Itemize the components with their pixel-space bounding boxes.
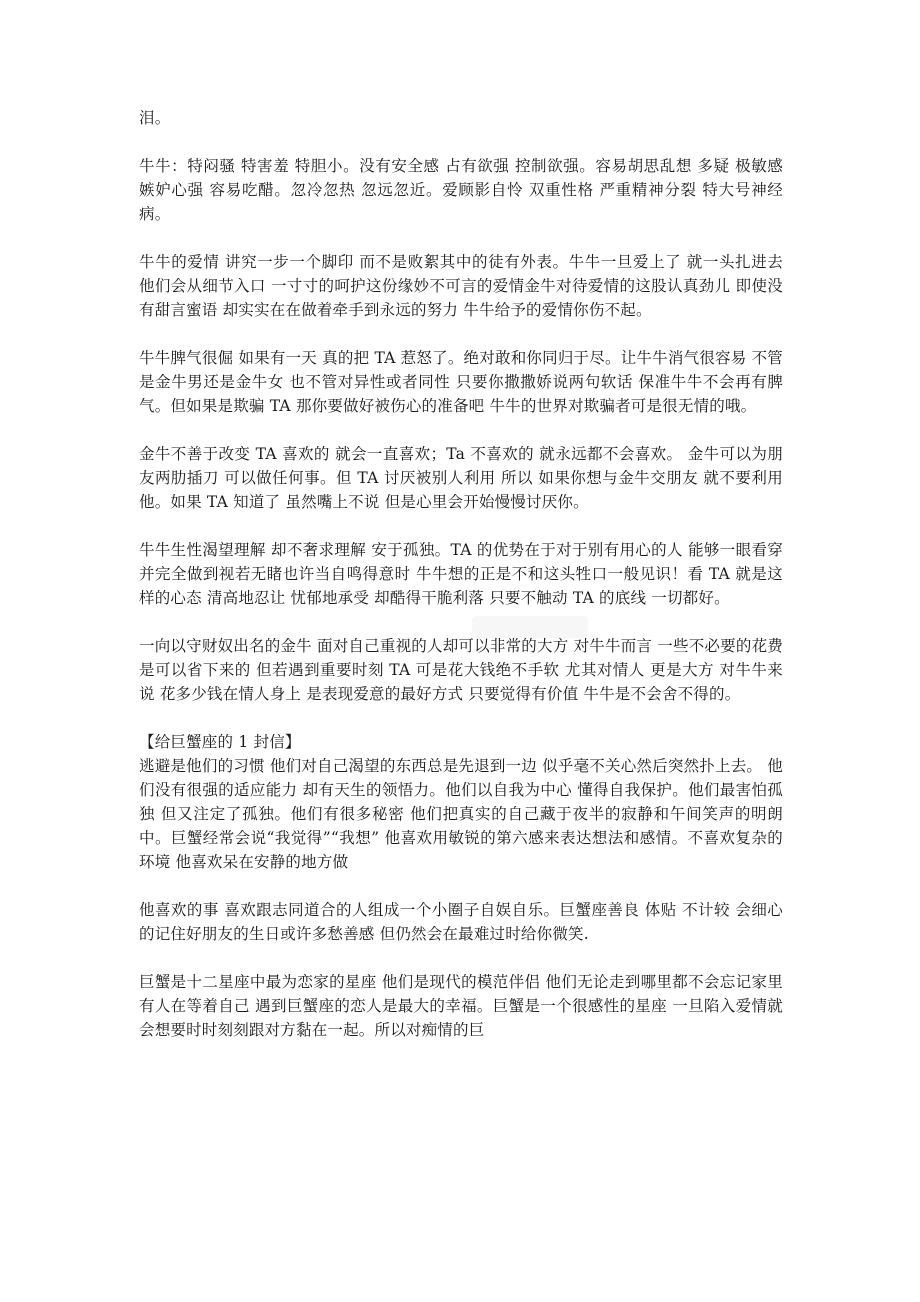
paragraph: 逃避是他们的习惯 他们对自己渴望的东西总是先退到一边 似乎毫不关心然后突然扑上去。 他们没有很强的适应能力 却有天生的领悟力。他们以自我为中心 懂得自我保护。他们最害怕孤独 但又注定了孤独。他们有很多秘密 他们把真实的自己藏于夜半的寂静和午间笑声的明朗中。巨蟹经常会说“我觉得”“我想” 他喜欢用敏锐的第六感来表达想法和感情。不喜欢复杂的环境 他喜欢呆在安静的地方做 [139, 757, 783, 871]
paragraph: 一向以守财奴出名的金牛 面对自己重视的人却可以非常的大方 对牛牛而言 一些不必要的花费是可以省下来的 但若遇到重要时刻 TA 可是花大钱绝不手软 尤其对情人 更是大方 对牛牛来说 花多少钱在情人身上 是表现爱意的最好方式 只要觉得有价值 牛牛是不会舍不得的。 [139, 637, 783, 703]
paragraph: 他喜欢的事 喜欢跟志同道合的人组成一个小圈子自娱自乐。巨蟹座善良 体贴 不计较 会细心的记住好朋友的生日或许多愁善感 但仍然会在最难过时给你微笑. [139, 901, 783, 943]
paragraph: 牛牛脾气很倔 如果有一天 真的把 TA 惹怒了。绝对敢和你同归于尽。让牛牛消气很容易 不管是金牛男还是金牛女 也不管对异性或者同性 只要你撒撒娇说两句软话 保准牛牛不会再有脾气。但如果是欺骗 TA 那你要做好被伤心的准备吧 牛牛的世界对欺骗者可是很无情的哦。 [139, 349, 783, 415]
section-title: 【给巨蟹座的 1 封信】 [139, 733, 301, 751]
paragraph: 牛牛生性渴望理解 却不奢求理解 安于孤独。TA 的优势在于对于别有用心的人 能够一眼看穿 并完全做到视若无睹也许当自鸣得意时 牛牛想的正是不和这头牲口一般见识！看 TA 就是这样的心态 清高地忍让 忧郁地承受 却酷得干脆利落 只要不触动 TA 的底线 一切都好。 [139, 541, 783, 607]
document-page [139, 106, 783, 1066]
paragraph: 泪。 [139, 109, 171, 127]
paragraph: 金牛不善于改变 TA 喜欢的 就会一直喜欢；Ta 不喜欢的 就永远都不会喜欢。 金牛可以为朋友两肋插刀 可以做任何事。但 TA 讨厌被别人利用 所以 如果你想与金牛交朋友 就不要利用他。如果 TA 知道了 虽然嘴上不说 但是心里会开始慢慢讨厌你。 [139, 445, 783, 511]
paragraph: 牛牛的爱情 讲究一步一个脚印 而不是败絮其中的徒有外表。牛牛一旦爱上了 就一头扎进去 他们会从细节入口 一寸寸的呵护这份缘妙不可言的爱情金牛对待爱情的这股认真劲儿 即使没有甜言蜜语 却实实在在做着牵手到永远的努力 牛牛给予的爱情你伤不起。 [139, 253, 783, 319]
paragraph: 牛牛：特闷骚 特害羞 特胆小。没有安全感 占有欲强 控制欲强。容易胡思乱想 多疑 极敏感 嫉妒心强 容易吃醋。忽冷忽热 忽远忽近。爱顾影自怜 双重性格 严重精神分裂 特大号神经病。 [139, 157, 783, 223]
paragraph: 巨蟹是十二星座中最为恋家的星座 他们是现代的模范伴侣 他们无论走到哪里都不会忘记家里有人在等着自己 遇到巨蟹座的恋人是最大的幸福。巨蟹是一个很感性的星座 一旦陷入爱情就会想要时时刻刻跟对方黏在一起。所以对痴情的巨 [139, 973, 783, 1039]
